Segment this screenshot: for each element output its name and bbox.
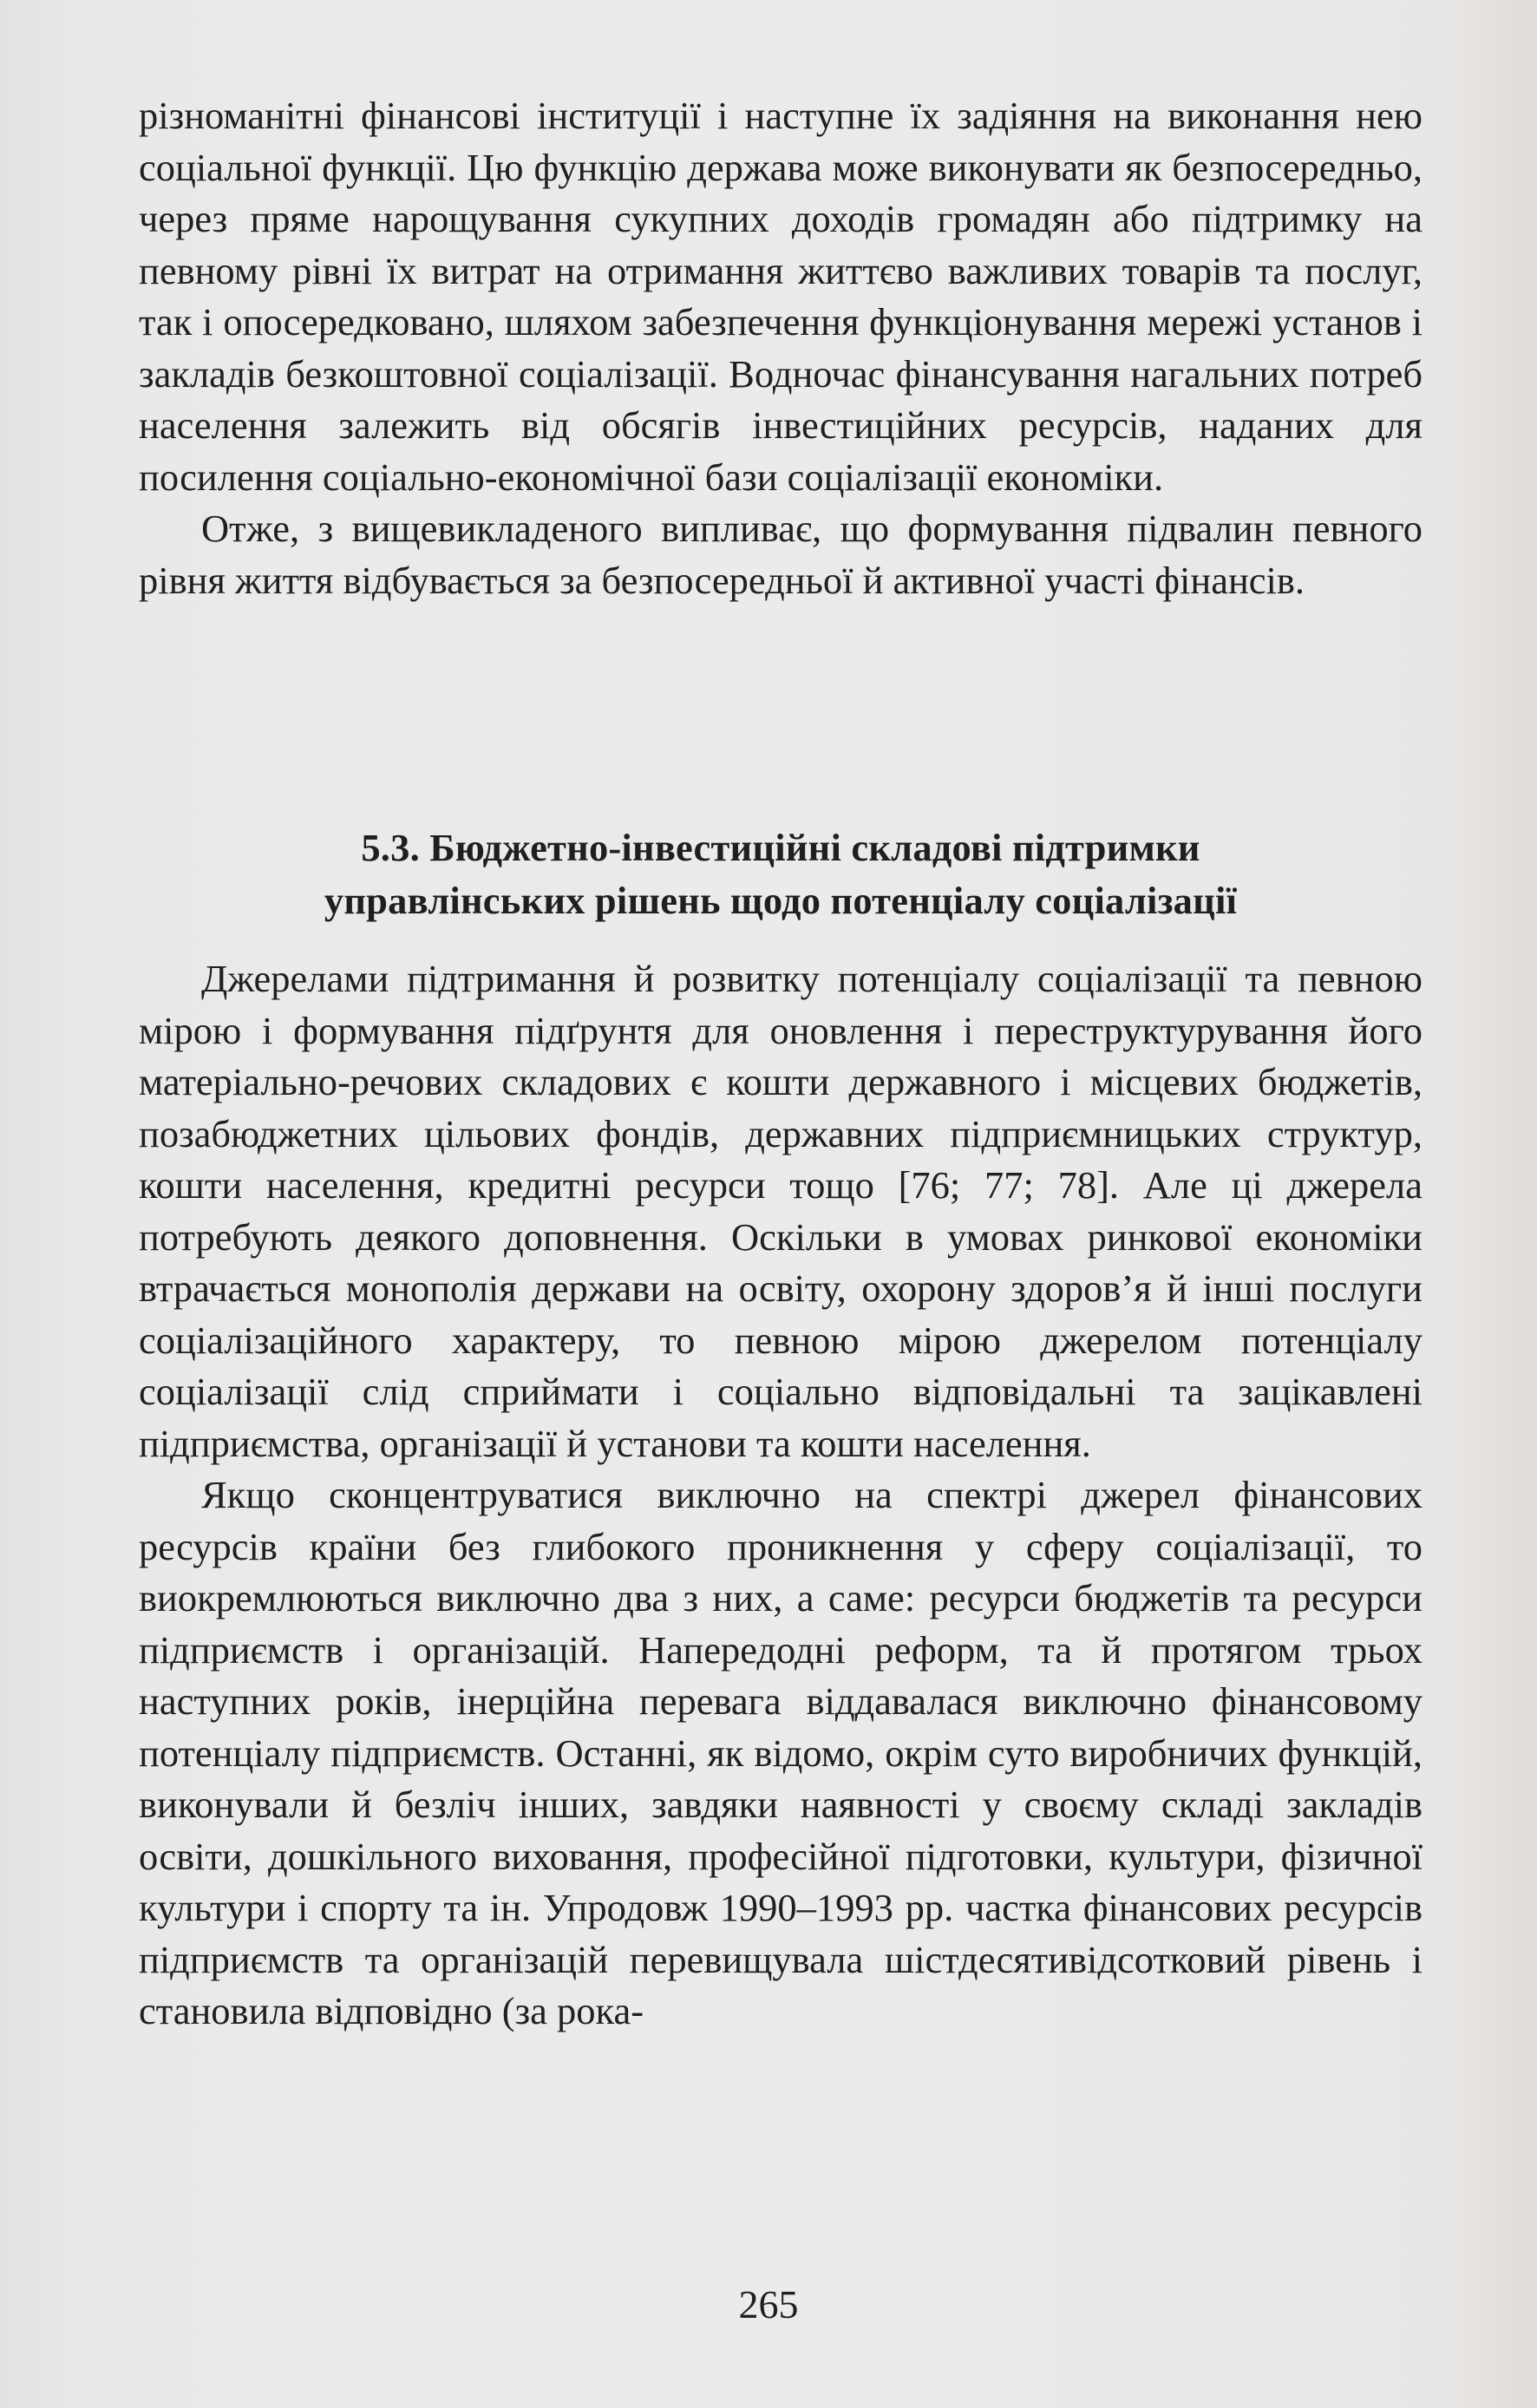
intro-text-block (139, 90, 1423, 606)
section-heading (139, 821, 1423, 927)
section-heading-line-1: 5.3. Бюджетно-інвестиційні складові підтримки (361, 826, 1200, 869)
paragraph-sources: Джерелами підтримання й розвитку потенціалу соціалізації та певною мірою і формування підґрунтя для оновлення і переструктурування його матеріально-речових складових є кошти державного і місцевих бюджетів, позабюджетних цільових фондів, державних підприємницьких структур, кошти населення, кредитні ресурси тощо [76; 77; 78]. Але ці джерела потребують деякого доповнення. Оскільки в умовах ринкової економіки втрачається монополія держави на освіту, охорону здоров’я й інші послуги соціалізаційного характеру, то певною мірою джерелом потенціалу соціалізації слід сприймати і соціально відповідальні та зацікавлені підприємства, організації й установи та кошти населення. (139, 957, 1423, 1465)
section-heading-line-2: управлінських рішень щодо потенціалу соціалізації (324, 879, 1238, 922)
paragraph-continuation: різноманітні фінансові інституції і наступне їх задіяння на виконання нею соціальної функції. Цю функцію держава може виконувати як безпосередньо, через пряме нарощування сукупних доходів громадян або підтримку на певному рівні їх витрат на отримання життєво важливих товарів та послуг, так і опосередковано, шляхом забезпечення функціонування мережі установ і закладів безкоштовної соціалізації. Водночас фінансування нагальних потреб населення залежить від обсягів інвестиційних ресурсів, наданих для посилення соціально-економічної бази соціалізації економіки. (139, 94, 1423, 499)
paragraph-conclusion: Отже, з вищевикладеного випливає, що формування підвалин певного рівня життя відбувається за безпосередньої й активної участі фінансів. (139, 507, 1423, 602)
paragraph-resources: Якщо сконцентруватися виключно на спектрі джерел фінансових ресурсів країни без глибокого проникнення у сферу соціалізації, то виокремлюються виключно два з них, а саме: ресурси бюджетів та ресурси підприємств і організацій. Напередодні реформ, та й протягом трьох наступних років, інерційна перевага віддавалася виключно фінансовому потенціалу підприємств. Останні, як відомо, окрім суто виробничих функцій, виконували й безліч інших, завдяки наявності у своєму складі закладів освіти, дошкільного виховання, професійної підготовки, культури, фізичної культури і спорту та ін. Упродовж 1990–1993 рр. частка фінансових ресурсів підприємств та організацій перевищувала шістдесятивідсотковий рівень і становила відповідно (за рока- (139, 1473, 1423, 2032)
section-body (139, 953, 1423, 2038)
page-number: 265 (738, 2282, 799, 2326)
